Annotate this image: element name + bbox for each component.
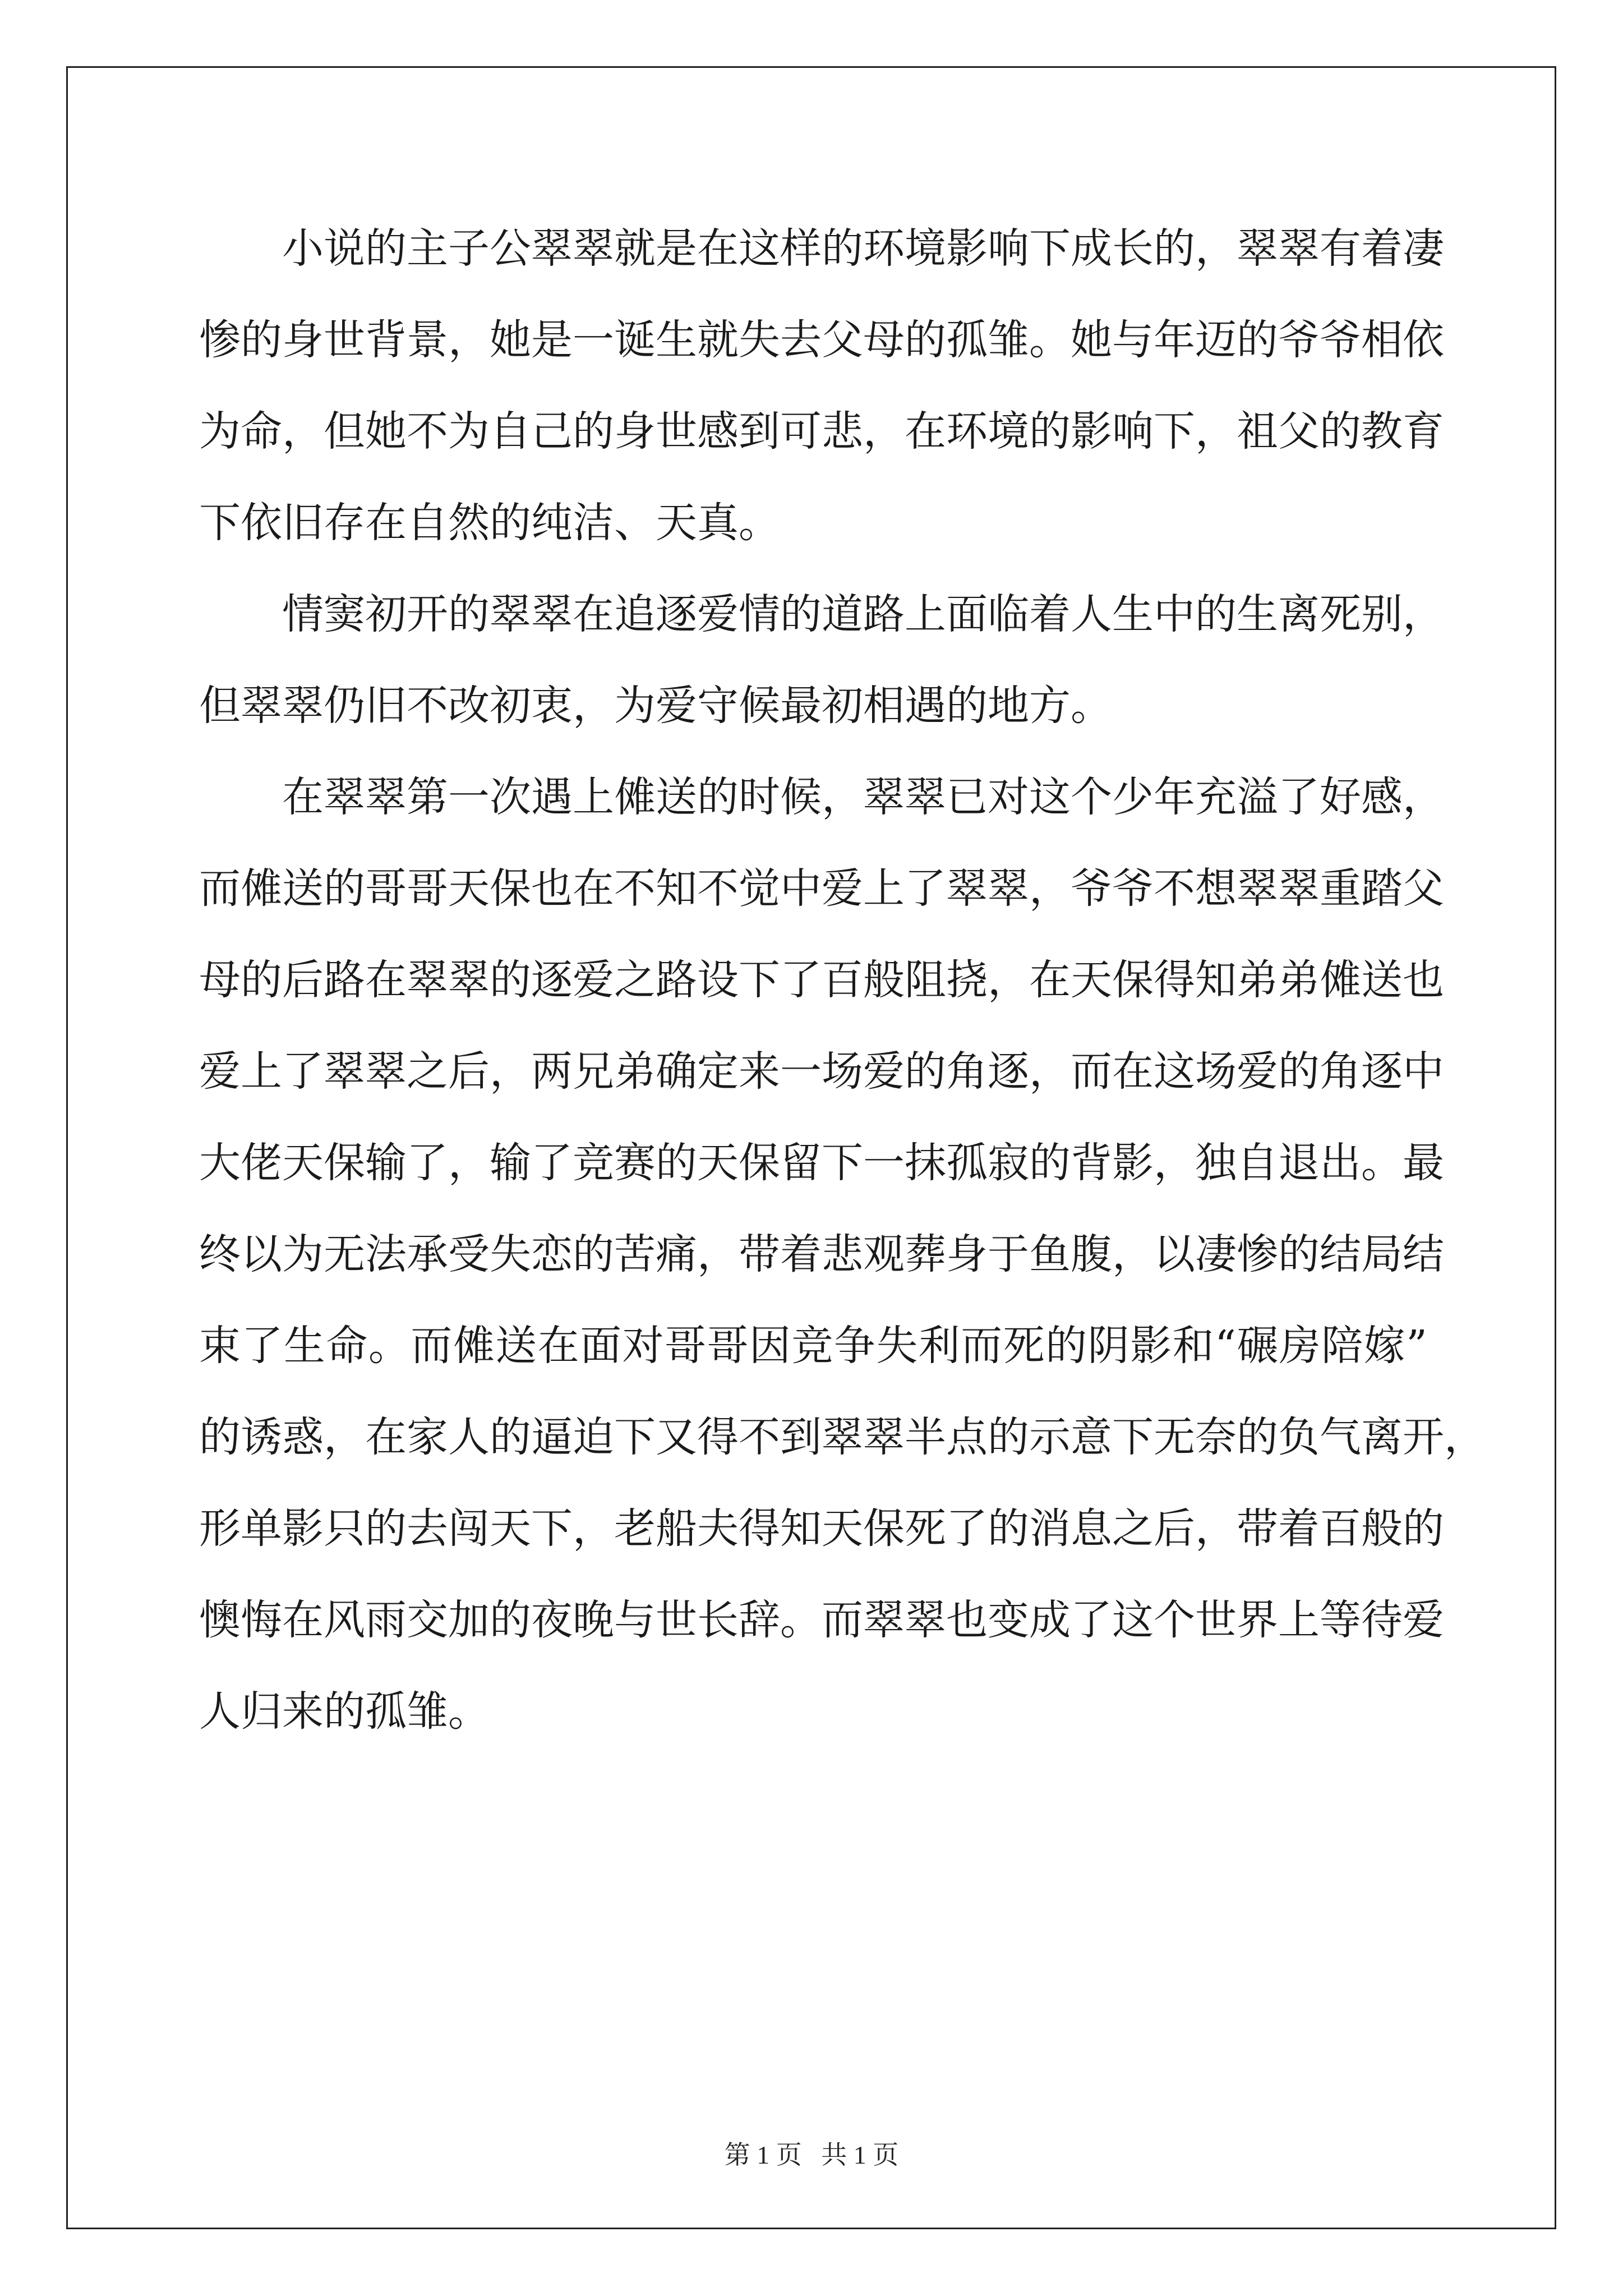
paragraph-line: 人归来的孤雏。	[199, 1687, 490, 1736]
paragraph-line: 束了生命。而傩送在面对哥哥因竞争失利而死的阴影和“碾房陪嫁”	[199, 1322, 1427, 1370]
paragraph-line: 爱上了翠翠之后，两兄弟确定来一场爱的角逐，而在这场爱的角逐中	[199, 1047, 1444, 1096]
paragraph-line: 终以为无法承受失恋的苦痛，带着悲观葬身于鱼腹，以凄惨的结局结	[199, 1230, 1444, 1278]
paragraph-line: 的诱惑，在家人的逼迫下又得不到翠翠半点的示意下无奈的负气离开，	[199, 1413, 1486, 1461]
paragraph-line: 而傩送的哥哥天保也在不知不觉中爱上了翠翠，爷爷不想翠翠重踏父	[199, 864, 1444, 913]
paragraph-3	[199, 769, 1486, 1775]
paragraph-2	[199, 586, 1444, 769]
paragraph-line: 为命，但她不为自己的身世感到可悲，在环境的影响下，祖父的教育	[199, 407, 1444, 455]
paragraph-line: 但翠翠仍旧不改初衷，为爱守候最初相遇的地方。	[199, 682, 1112, 730]
page-number: 第 1 页	[724, 2141, 802, 2169]
paragraph-line: 母的后路在翠翠的逐爱之路设下了百般阻挠，在天保得知弟弟傩送也	[199, 956, 1444, 1004]
paragraph-line: 在翠翠第一次遇上傩送的时候，翠翠已对这个少年充溢了好感，	[282, 773, 1444, 821]
paragraph-line: 小说的主子公翠翠就是在这样的环境影响下成长的，翠翠有着凄	[282, 224, 1444, 273]
page-footer	[0, 2138, 1623, 2172]
paragraph-line: 情窦初开的翠翠在追逐爱情的道路上面临着人生中的生离死别，	[282, 590, 1444, 638]
paragraph-line: 懊悔在风雨交加的夜晚与世长辞。而翠翠也变成了这个世界上等待爱	[199, 1596, 1444, 1644]
paragraph-line: 形单影只的去闯天下，老船夫得知天保死了的消息之后，带着百般的	[199, 1504, 1444, 1553]
paragraph-line: 下依旧存在自然的纯洁、天真。	[199, 499, 780, 547]
paragraph-line: 大佬天保输了，输了竞赛的天保留下一抹孤寂的背影，独自退出。最	[199, 1139, 1444, 1187]
paragraph-line: 惨的身世背景，她是一诞生就失去父母的孤雏。她与年迈的爷爷相依	[199, 316, 1444, 364]
document-body	[199, 220, 1486, 1775]
paragraph-1	[199, 220, 1444, 586]
page-total: 共 1 页	[821, 2141, 899, 2169]
